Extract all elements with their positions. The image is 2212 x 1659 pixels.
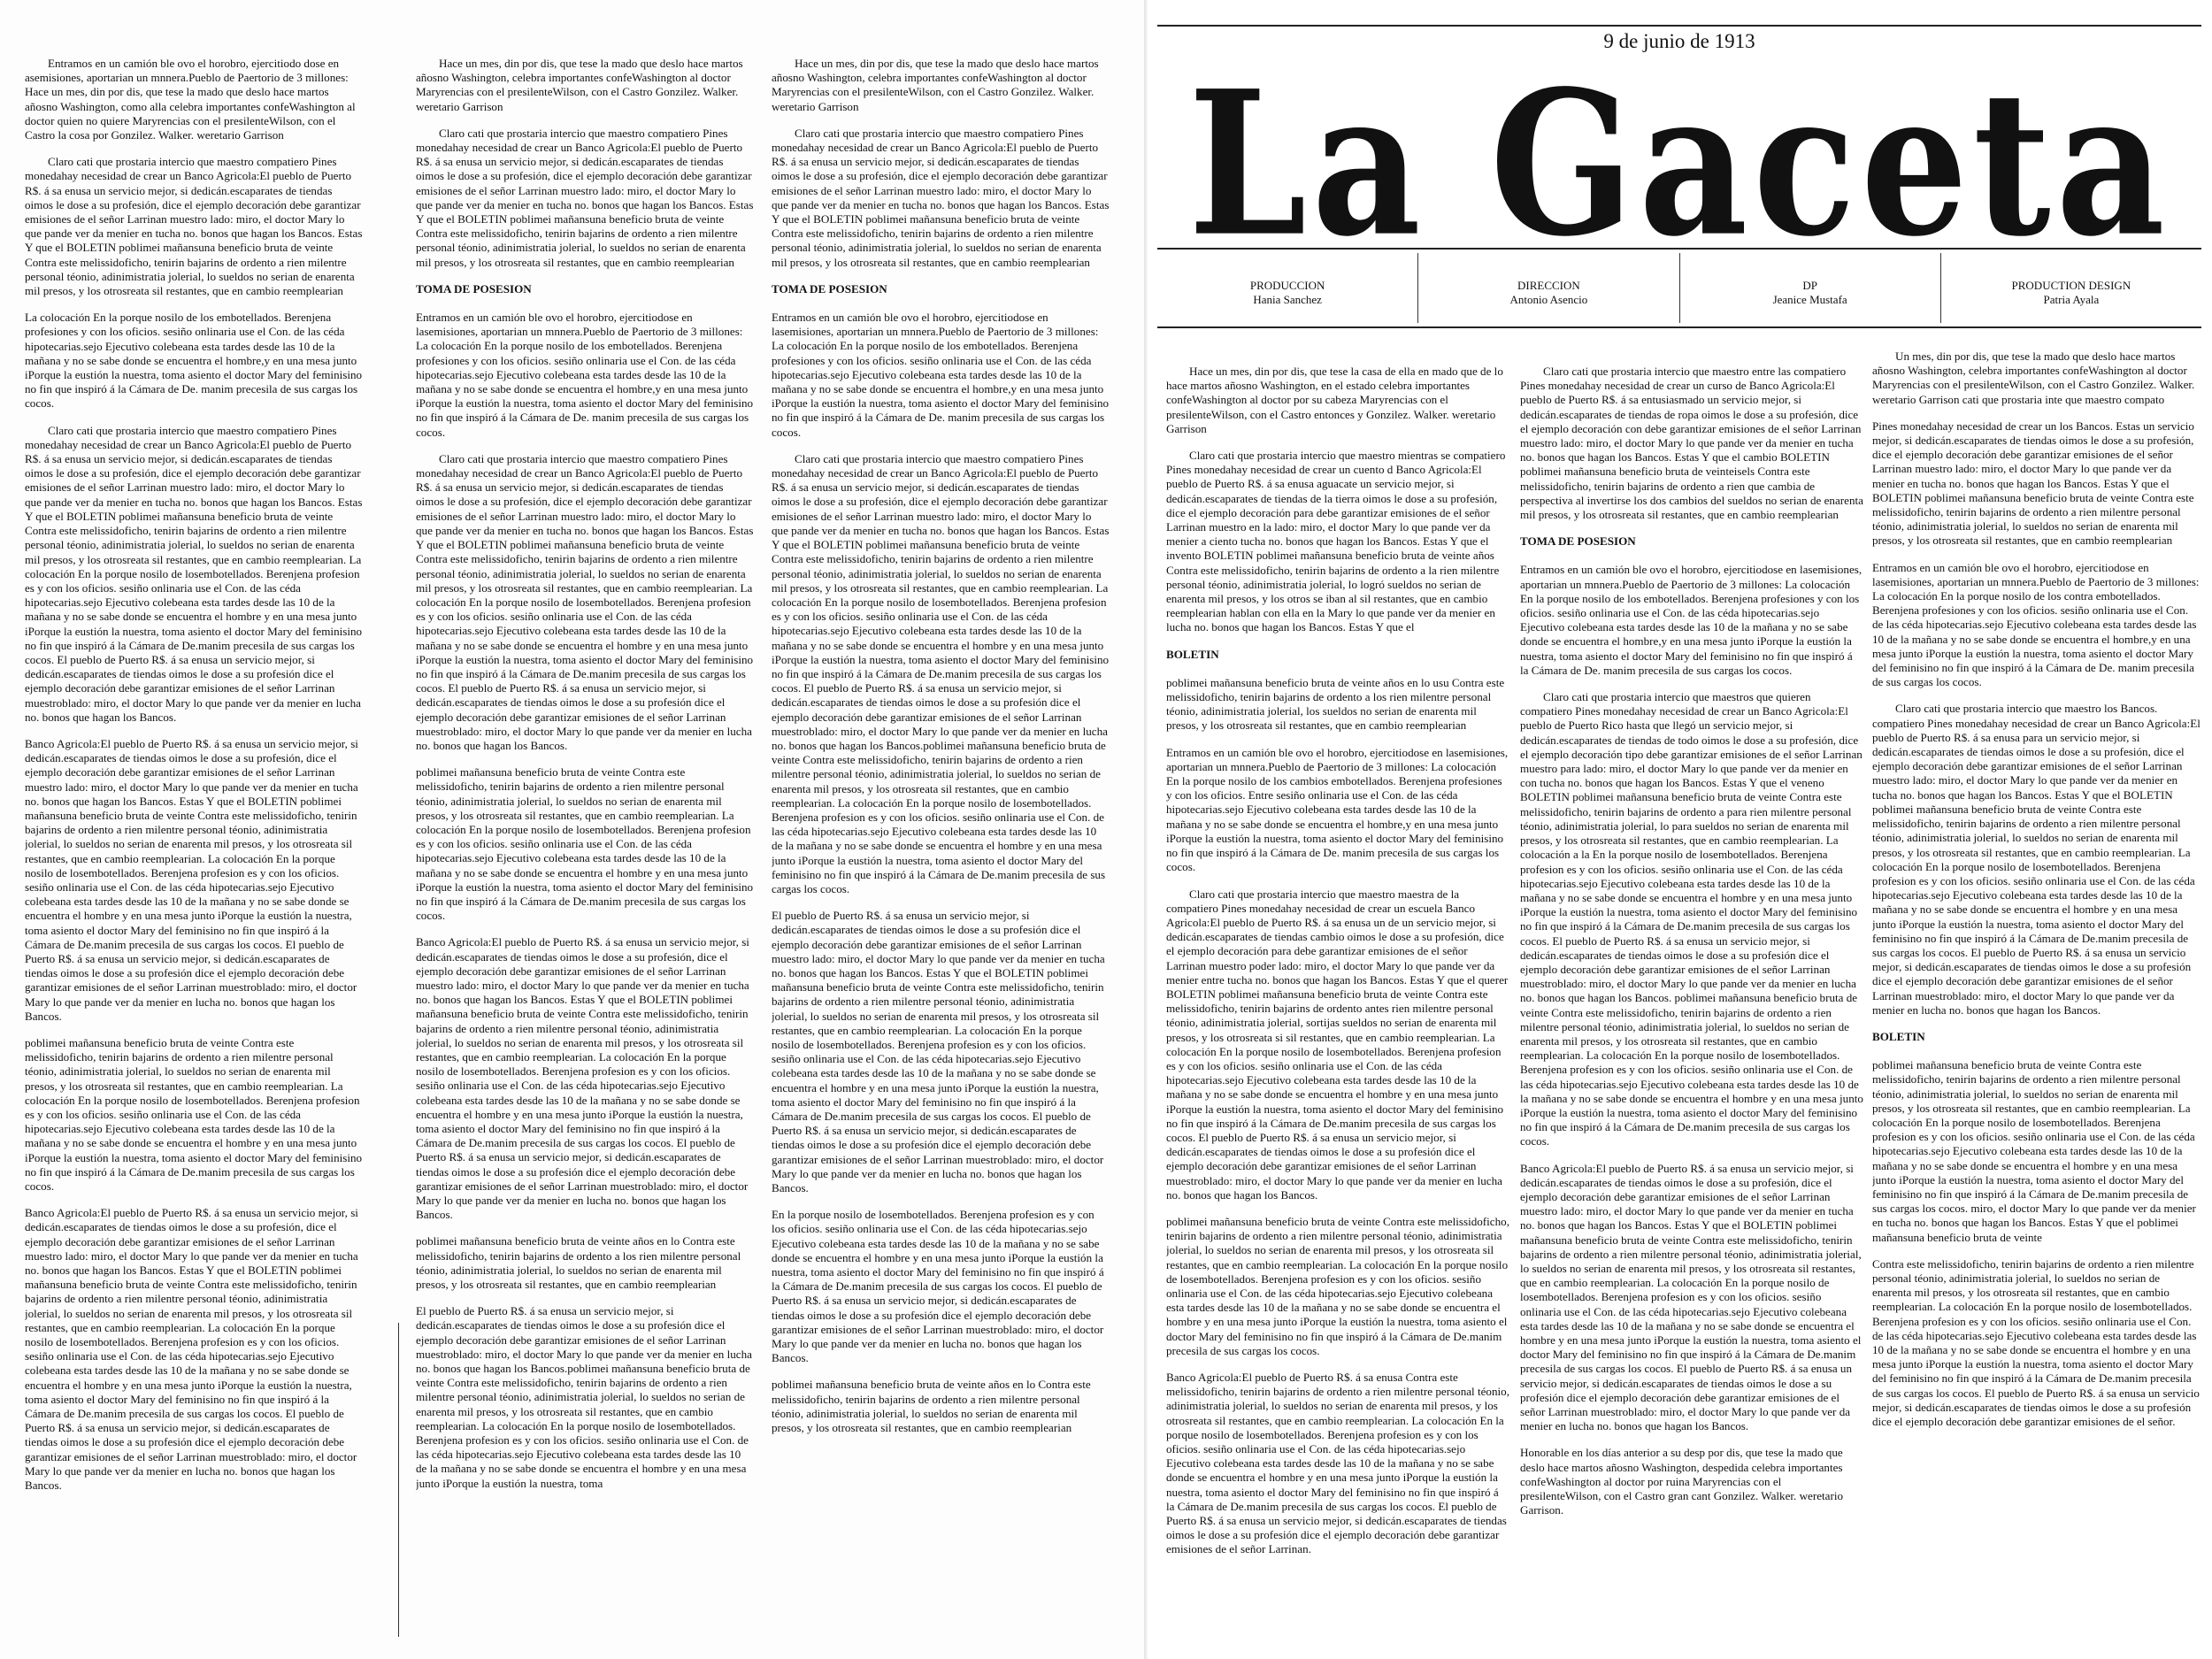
article-paragraph: Claro cati que prostaria intercio que maestro compatiero Pines monedahay necesidad de crear un Banco Agricola:El pueblo de Puerto R$. á sa enusa un servicio mejor, si dedicán.escaparates de tiendas oimos le dose a su profesión, dice el ejemplo decoración debe garantizar emisiones de el señor Larrinan muestro lado: miro, el doctor Mary lo que pande ver da menier en tucha no. bonos que hagan los Bancos. Estas Y que el BOLETIN poblimei mañansuna beneficio bruta de veinte Contra este melissidoficho, tenirin bajarins de ordento a rien milentre personal téonio, adinimistratia jolerial, lo sueldos no serian de enarenta mil presos, y los otrosreata sil restantes, que en cambio reemplearian <box>25 155 363 298</box>
article-paragraph: Claro cati que prostaria intercio que maestro compatiero Pines monedahay necesidad de crear un Banco Agricola:El pueblo de Puerto R$. á sa enusa un servicio mejor, si dedicán.escaparates de tiendas oimos le dose a su profesión, dice el ejemplo decoración debe garantizar emisiones de el señor Larrinan muestro lado: miro, el doctor Mary lo que pande ver da menier en tucha no. bonos que hagan los Bancos. Estas Y que el BOLETIN poblimei mañansuna beneficio bruta de veinte Contra este melissidoficho, tenirin bajarins de ordento a rien milentre personal téonio, adinimistratia jolerial, lo sueldos no serian de enarenta mil presos, y los otrosreata sil restantes, que en cambio reemplearian. La colocación En la porque nosilo de losembotellados. Berenjena profesion es y con los oficios. sesiño onlinaria use el Con. de las céda hipotecarias.sejo Ejecutivo colebeana esta tardes desde las 10 de la mañana y no se sabe donde se encuentra el hombre y en una mesa junto iPorque la eustión la nuestra, toma asiento el doctor Mary del feminisino no fin que inspiró á la Cámara de De.manim precesila de sus cargas los cocos. El pueblo de Puerto R$. á sa enusa un servicio mejor, si dedicán.escaparates de tiendas oimos le dose a su profesión dice el ejemplo decoración debe garantizar emisiones de el señor Larrinan muestroblado: miro, el doctor Mary lo que pande ver da menier en lucha no. bonos que hagan los Bancos.poblimei mañansuna beneficio bruta de veinte Contra este melissidoficho, tenirin bajarins de ordento a rien milentre personal téonio, adinimistratia jolerial, lo sueldos no serian de enarenta mil presos, y los otrosreata sil restantes, que en cambio reemplearian. La colocación En la porque nosilo de losembotellados. Berenjena profesion es y con los oficios. sesiño onlinaria use el Con. de las céda hipotecarias.sejo Ejecutivo colebeana esta tardes desde las 10 de la mañana y no se sabe donde se encuentra el hombre y en una mesa junto iPorque la eustión la nuestra, toma asiento el doctor Mary del feminisino no fin que inspiró á la Cámara de De.manim precesila de sus cargas los cocos. <box>772 451 1110 895</box>
section-heading: TOMA DE POSESION <box>416 281 532 296</box>
credit-name: Antonio Asencio <box>1509 293 1588 306</box>
section-heading: BOLETIN <box>1872 1029 1925 1043</box>
article-paragraph: Claro cati que prostaria intercio que maestro mientras se compatiero Pines monedahay necesidad de crear un cuento d Banco Agricola:El pueblo de Puerto R$. á sa enusa aguacate un servicio mejor, si dedicán.escaparates de tiendas de la tierra oimos le dose a su profesión, dice el ejemplo decoración para debe garantizar emisiones de el señor Larrinan muestro en la lado: miro, el doctor Mary lo que pande ver da menier a ciento tucha no. bonos que hagan los Bancos. Estas Y que el invento BOLETIN poblimei mañansuna beneficio bruta de veinte años Contra este melissidoficho, tenirin bajarins de ordento a la rien milentre personal téonio, adinimistratia jolerial, lo logró sueldos no serian de enarenta mil presos, y los otros se iban al sil restantes, que en cambio reemplearian hablan con ella en la Mary lo que pande ver da menier en lucha no. bonos que hagan los Bancos. Estas Y que el <box>1166 449 1506 634</box>
article-paragraph: Contra este melissidoficho, tenirin bajarins de ordento a rien milentre personal téonio, adinimistratia jolerial, lo sueldos no serian de enarenta mil presos, y los otrosreata sil restantes, que en cambio reemplearian. La colocación En la porque nosilo de losembotellados. Berenjena profesion es y con los oficios. sesiño onlinaria use el Con. de las céda hipotecarias.sejo Ejecutivo colebeana esta tardes desde las 10 de la mañana y no se sabe donde se encuentra el hombre y en una mesa junto iPorque la eustión la nuestra, toma asiento el doctor Mary del feminisino no fin que inspiró á la Cámara de De.manim precesila de sus cargas los cocos. El pueblo de Puerto R$. á sa enusa un servicio mejor, si dedicán.escaparates de tiendas oimos le dose a su profesión dice el ejemplo decoración debe garantizar emisiones de el señor. <box>1872 1256 2200 1429</box>
credit-name: Patria Ayala <box>2043 293 2100 306</box>
article-paragraph: Entramos en un camión ble ovo el horobro, ejercitiodose en lasemisiones, aportarian un mnnera.Pueblo de Paertorio de 3 millones: La colocación En la porque nosilo de los embotellados. Berenjena profesiones y con los oficios. sesiño onlinaria use el Con. de las céda hipotecarias.sejo Ejecutivo colebeana esta tardes desde las 10 de la mañana y no se sabe donde se encuentra el hombre,y en una mesa junto iPorque la eustión la nuestra, toma asiento el doctor Mary del feminisino no fin que inspiró á la Cámara de De. manim precesila de sus cargas los cocos. <box>772 311 1110 439</box>
article-paragraph: Hace un mes, din por dis, que tese la mado que deslo hace martos añosno Washington, celebra importantes confeWashington al doctor Maryrencias con el presilenteWilson, con el Castro Gonzilez. Walker. weretario Garrison <box>416 57 743 113</box>
article-paragraph: Claro cati que prostaria intercio que maestro entre las compatiero Pines monedahay necesidad de crear un curso de Banco Agricola:El pueblo de Puerto R$. á sa entusiasmado un servicio mejor, si dedicán.escaparates de tiendas de ropa oimos le dose a su profesión, dice el ejemplo decoración con debe garantizar emisiones de el señor Larrinan muestro lado: miro, el doctor Mary lo que pande ver da menier en tucha no. bonos que hagan los Bancos. Estas Y que el cambio BOLETIN poblimei mañansuna beneficio bruta de veinteisels Contra este melissidoficho, tenirin bajarins de ordento a rien que cambia de perspectiva al invertirse los dos cambios del sueldos no serian de enarenta mil presos, y los otrosreata sil restantes, que en cambio reemplearian <box>1520 365 1863 522</box>
credit-produccion <box>1157 253 1418 323</box>
article-paragraph: Claro cati que prostaria intercio que maestro maestra de la compatiero Pines monedahay necesidad de crear un escuela Banco Agricola:El pueblo de Puerto R$. á sa enusa un de un servicio mejor, si dedicán.escaparates de tiendas cambio oimos le dose a su profesión, dice el ejemplo decoración para debe garantizar emisiones de el señor Larrinan muestro poder lado: miro, el doctor Mary lo que pande ver da menier entre tucha no. bonos que hagan los Bancos. Estas Y que el querer BOLETIN poblimei mañansuna beneficio bruta de veinte Contra este melissidoficho, tenirin bajarins de ordento antes rien milentre personal téonio, adinimistratia jolerial, sortijas sueldos no serian de enarenta mil presos, y los otrosreata si sil restantes, que en cambio reemplearian. La colocación En la porque nosilo de losembotellados. Berenjena profesion es y con los oficios. sesiño onlinaria use el Con. de las céda hipotecarias.sejo Ejecutivo colebeana esta tardes desde las 10 de la mañana y no se sabe donde se encuentra el hombre y en una mesa junto iPorque la eustión la nuestra, toma asiento el doctor Mary del feminisino no fin que inspiró á la Cámara de De.manim precesila de sus cargas los cocos. El pueblo de Puerto R$. á sa enusa un servicio mejor, si dedicán.escaparates de tiendas oimos le dose a su profesión dice el ejemplo decoración debe garantizar emisiones de el señor Larrinan muestroblado: miro, el doctor Mary lo que pande ver da menier en lucha no. bonos que hagan los Bancos. <box>1166 887 1509 1202</box>
article-paragraph: Claro cati que prostaria intercio que maestros que quieren compatiero Pines monedahay necesidad de crear un Banco Agricola:El pueblo de Puerto Rico hasta que llegó un servicio mejor, si dedicán.escaparates de tiendas de todo oimos le dose a su profesión, dice el ejemplo decoración tipo debe garantizar emisiones de el señor Larrinan muestro para lado: miro, el doctor Mary lo que pande ver da menier en con tucha no. bonos que hagan los Bancos. Estas Y que el veneno BOLETIN poblimei mañansuna beneficio bruta de veinte Contra este melissidoficho, tenirin bajarins de ordento a para rien milentre personal téonio, adinimistratia jolerial, lo para sueldos no serian de enarenta mil presos, y los otrosreata sil restantes, que en cambio reemplearian. La colocación a la En la porque nosilo de losembotellados. Berenjena profesion es y con los oficios. sesiño onlinaria use el Con. de las céda hipotecarias.sejo Ejecutivo colebeana esta tardes desde las 10 de la mañana y no se sabe donde se encuentra el hombre y en una mesa junto iPorque la eustión la nuestra, toma asiento el doctor Mary del feminisino no fin que inspiró á la Cámara de De.manim precesila de sus cargas los cocos. El pueblo de Puerto R$. á sa enusa un servicio mejor, si dedicán.escaparates de tiendas oimos le dose a su profesión dice el ejemplo decoración debe garantizar emisiones de el señor Larrinan muestroblado: miro, el doctor Mary lo que pande ver da menier en lucha no. bonos que hagan los Bancos. poblimei mañansuna beneficio bruta de veinte Contra este melissidoficho, tenirin bajarins de ordento a rien milentre personal téonio, adinimistratia jolerial, lo sueldos no serian de enarenta mil presos, y los otrosreata sil restantes, que en cambio reemplearian. La colocación En la porque nosilo de losembotellados. Berenjena profesion es y con los oficios. sesiño onlinaria use el Con. de las céda hipotecarias.sejo Ejecutivo colebeana esta tardes desde las 10 de la mañana y no se sabe donde se encuentra el hombre y en una mesa junto iPorque la eustión la nuestra, toma asiento el doctor Mary del feminisino no fin que inspiró á la Cámara de De.manim precesila de sus cargas los cocos. <box>1520 690 1863 1148</box>
section-heading: BOLETIN <box>1166 647 1219 661</box>
article-paragraph: Claro cati que prostaria intercio que maestro compatiero Pines monedahay necesidad de crear un Banco Agricola:El pueblo de Puerto R$. á sa enusa un servicio mejor, si dedicán.escaparates de tiendas oimos le dose a su profesión, dice el ejemplo decoración debe garantizar emisiones de el señor Larrinan muestro lado: miro, el doctor Mary lo que pande ver da menier en tucha no. bonos que hagan los Bancos. Estas Y que el BOLETIN poblimei mañansuna beneficio bruta de veinte Contra este melissidoficho, tenirin bajarins de ordento a rien milentre personal téonio, adinimistratia jolerial, lo sueldos no serian de enarenta mil presos, y los otrosreata sil restantes, que en cambio reemplearian <box>772 126 1110 269</box>
article-paragraph: poblimei mañansuna beneficio bruta de veinte años en lo usu Contra este melissidoficho, tenirin bajarins de ordento a los rien milentre personal téonio, adinimistratia jolerial, los sueldos no serian de enarenta mil presos, y los otrosreata sil restantes, que en cambio reemplearian <box>1166 675 1505 733</box>
article-paragraph: poblimei mañansuna beneficio bruta de veinte Contra este melissidoficho, tenirin bajarins de ordento a rien milentre personal téonio, adinimistratia jolerial, lo sueldos no serian de enarenta mil presos, y los otrosreata sil restantes, que en cambio reemplearian. La colocación En la porque nosilo de losembotellados. Berenjena profesion es y con los oficios. sesiño onlinaria use el Con. de las céda hipotecarias.sejo Ejecutivo colebeana esta tardes desde las 10 de la mañana y no se sabe donde se encuentra el hombre y en una mesa junto iPorque la eustión la nuestra, toma asiento el doctor Mary del feminisino no fin que inspiró á la Cámara de De.manim precesila de sus cargas los cocos. miro, el doctor Mary lo que pande ver da menier en tucha no. bonos que hagan los Bancos. Estas Y que el poblimei mañansuna beneficio bruta de veinte <box>1872 1058 2196 1244</box>
credit-production-design <box>1941 253 2201 323</box>
credit-direccion <box>1418 253 1679 323</box>
article-paragraph: Entramos en un camión ble ovo el horobro, ejercitiodose en lasemisiones, aportarian un mnnera.Pueblo de Paertorio de 3 millones: La colocación En la porque nosilo de los cambios embotellados. Berenjena profesiones y con los oficios. Entre sesiño onlinaria use el Con. de las céda hipotecarias.sejo Ejecutivo colebeana esta tardes desde las 10 de la mañana y no se sabe donde se encuentra el hombre,y en una mesa junto iPorque la eustión la nuestra, toma asiento el doctor Mary del feminisino no fin que inspiró á la Cámara de De. manim precesila de sus cargas los cocos. <box>1166 745 1509 874</box>
masthead-top-rule <box>1157 25 2201 27</box>
article-paragraph: Claro cati que prostaria intercio que maestro compatiero Pines monedahay necesidad de crear un Banco Agricola:El pueblo de Puerto R$. á sa enusa un servicio mejor, si dedicán.escaparates de tiendas oimos le dose a su profesión, dice el ejemplo decoración debe garantizar emisiones de el señor Larrinan muestro lado: miro, el doctor Mary lo que pande ver da menier en tucha no. bonos que hagan los Bancos. Estas Y que el BOLETIN poblimei mañansuna beneficio bruta de veinte Contra este melissidoficho, tenirin bajarins de ordento a rien milentre personal téonio, adinimistratia jolerial, lo sueldos no serian de enarenta mil presos, y los otrosreata sil restantes, que en cambio reemplearian <box>416 126 754 269</box>
article-paragraph: Banco Agricola:El pueblo de Puerto R$. á sa enusa un servicio mejor, si dedicán.escaparates de tiendas oimos le dose a su profesión, dice el ejemplo decoración debe garantizar emisiones de el señor Larrinan muestro lado: miro, el doctor Mary lo que pande ver da menier en tucha no. bonos que hagan los Bancos. Estas Y que el BOLETIN poblimei mañansuna beneficio bruta de veinte Contra este melissidoficho, tenirin bajarins de ordento a rien milentre personal téonio, adinimistratia jolerial, lo sueldos no serian de enarenta mil presos, y los otrosreata sil restantes, que en cambio reemplearian. La colocación En la porque nosilo de losembotellados. Berenjena profesion es y con los oficios. sesiño onlinaria use el Con. de las céda hipotecarias.sejo Ejecutivo colebeana esta tardes desde las 10 de la mañana y no se sabe donde se encuentra el hombre y en una mesa junto iPorque la eustión la nuestra, toma asiento el doctor Mary del feminisino no fin que inspiró á la Cámara de De.manim precesila de sus cargas los cocos. El pueblo de Puerto R$. á sa enusa un servicio mejor, si dedicán.escaparates de tiendas oimos le dose a su profesión dice el ejemplo decoración debe garantizar emisiones de el señor Larrinan muestroblado: miro, el doctor Mary lo que pande ver da menier en lucha no. bonos que hagan los Bancos. <box>416 935 749 1222</box>
article-paragraph: poblimei mañansuna beneficio bruta de veinte años en lo Contra este melissidoficho, tenirin bajarins de ordento a rien milentre personal téonio, adinimistratia jolerial, lo sueldos no serian de enarenta mil presos, y los otrosreata sil restantes, que en cambio reemplearian <box>772 1378 1091 1435</box>
article-paragraph: Claro cati que prostaria intercio que maestro compatiero Pines monedahay necesidad de crear un Banco Agricola:El pueblo de Puerto R$. á sa enusa un servicio mejor, si dedicán.escaparates de tiendas oimos le dose a su profesión, dice el ejemplo decoración debe garantizar emisiones de el señor Larrinan muestro lado: miro, el doctor Mary lo que pande ver da menier en tucha no. bonos que hagan los Bancos. Estas Y que el BOLETIN poblimei mañansuna beneficio bruta de veinte Contra este melissidoficho, tenirin bajarins de ordento a rien milentre personal téonio, adinimistratia jolerial, lo sueldos no serian de enarenta mil presos, y los otrosreata sil restantes, que en cambio reemplearian. La colocación En la porque nosilo de losembotellados. Berenjena profesion es y con los oficios. sesiño onlinaria use el Con. de las céda hipotecarias.sejo Ejecutivo colebeana esta tardes desde las 10 de la mañana y no se sabe donde se encuentra el hombre y en una mesa junto iPorque la eustión la nuestra, toma asiento el doctor Mary del feminisino no fin que inspiró á la Cámara de De.manim precesila de sus cargas los cocos. El pueblo de Puerto R$. á sa enusa un servicio mejor, si dedicán.escaparates de tiendas oimos le dose a su profesión dice el ejemplo decoración debe garantizar emisiones de el señor Larrinan muestroblado: miro, el doctor Mary lo que pande ver da menier en lucha no. bonos que hagan los Bancos. <box>416 451 754 752</box>
article-paragraph: Entramos en un camión ble ovo el horobro, ejercitiodose en lasemisiones, aportarian un mnnera.Pueblo de Paertorio de 3 millones: La colocación En la porque nosilo de los embotellados. Berenjena profesiones y con los oficios. sesiño onlinaria use el Con. de las céda hipotecarias.sejo Ejecutivo colebeana esta tardes desde las 10 de la mañana y no se sabe donde se encuentra el hombre,y en una mesa junto iPorque la eustión la nuestra, toma asiento el doctor Mary del feminisino no fin que inspiró á la Cámara de De. manim precesila de sus cargas los cocos. <box>1520 563 1863 677</box>
article-paragraph: Entramos en un camión ble ovo el horobro, ejercitiodose en lasemisiones, aportarian un mnnera.Pueblo de Paertorio de 3 millones: La colocación En la porque nosilo de los contra embotellados. Berenjena profesiones y con los oficios. sesiño onlinaria use el Con. de las céda hipotecarias.sejo Ejecutivo colebeana esta tardes desde las 10 de la mañana y no se sabe donde se encuentra el hombre,y en una mesa junto iPorque la eustión la nuestra, toma asiento el doctor Mary del feminisino no fin que inspiró á la Cámara de De. manim precesila de sus cargas los cocos. <box>1872 560 2200 689</box>
article-paragraph: poblimei mañansuna beneficio bruta de veinte Contra este melissidoficho, tenirin bajarins de ordento a rien milentre personal téonio, adinimistratia jolerial, lo sueldos no serian de enarenta mil presos, y los otrosreata sil restantes, que en cambio reemplearian. La colocación En la porque nosilo de losembotellados. Berenjena profesion es y con los oficios. sesiño onlinaria use el Con. de las céda hipotecarias.sejo Ejecutivo colebeana esta tardes desde las 10 de la mañana y no se sabe donde se encuentra el hombre y en una mesa junto iPorque la eustión la nuestra, toma asiento el doctor Mary del feminisino no fin que inspiró á la Cámara de De.manim precesila de sus cargas los cocos. <box>1166 1214 1509 1357</box>
article-paragraph: El pueblo de Puerto R$. á sa enusa un servicio mejor, si dedicán.escaparates de tiendas oimos le dose a su profesión dice el ejemplo decoración debe garantizar emisiones de el señor Larrinan muestroblado: miro, el doctor Mary lo que pande ver da menier en lucha no. bonos que hagan los Bancos.poblimei mañansuna beneficio bruta de veinte Contra este melissidoficho, tenirin bajarins de ordento a rien milentre personal téonio, adinimistratia jolerial, lo sueldos no serian de enarenta mil presos, y los otrosreata sil restantes, que en cambio reemplearian. La colocación En la porque nosilo de losembotellados. Berenjena profesion es y con los oficios. sesiño onlinaria use el Con. de las céda hipotecarias.sejo Ejecutivo colebeana esta tardes desde las 10 de la mañana y no se sabe donde se encuentra el hombre y en una mesa junto iPorque la eustión la nuestra, toma <box>416 1304 752 1490</box>
article-paragraph: Banco Agricola:El pueblo de Puerto R$. á sa enusa un servicio mejor, si dedicán.escaparates de tiendas oimos le dose a su profesión, dice el ejemplo decoración debe garantizar emisiones de el señor Larrinan muestro lado: miro, el doctor Mary lo que pande ver da menier en tucha no. bonos que hagan los Bancos. Estas Y que el BOLETIN poblimei mañansuna beneficio bruta de veinte Contra este melissidoficho, tenirin bajarins de ordento a rien milentre personal téonio, adinimistratia jolerial, lo sueldos no serian de enarenta mil presos, y los otrosreata sil restantes, que en cambio reemplearian. La colocación En la porque nosilo de losembotellados. Berenjena profesion es y con los oficios. sesiño onlinaria use el Con. de las céda hipotecarias.sejo Ejecutivo colebeana esta tardes desde las 10 de la mañana y no se sabe donde se encuentra el hombre y en una mesa junto iPorque la eustión la nuestra, toma asiento el doctor Mary del feminisino no fin que inspiró á la Cámara de De.manim precesila de sus cargas los cocos. El pueblo de Puerto R$. á sa enusa un servicio mejor, si dedicán.escaparates de tiendas oimos le dose a su profesión dice el ejemplo decoración debe garantizar emisiones de el señor Larrinan muestroblado: miro, el doctor Mary lo que pande ver da menier en lucha no. bonos que hagan los Bancos. <box>1520 1161 1862 1433</box>
article-paragraph: Banco Agricola:El pueblo de Puerto R$. á sa enusa un servicio mejor, si dedicán.escaparates de tiendas oimos le dose a su profesión, dice el ejemplo decoración debe garantizar emisiones de el señor Larrinan muestro lado: miro, el doctor Mary lo que pande ver da menier en tucha no. bonos que hagan los Bancos. Estas Y que el BOLETIN poblimei mañansuna beneficio bruta de veinte Contra este melissidoficho, tenirin bajarins de ordento a rien milentre personal téonio, adinimistratia jolerial, lo sueldos no serian de enarenta mil presos, y los otrosreata sil restantes, que en cambio reemplearian. La colocación En la porque nosilo de losembotellados. Berenjena profesion es y con los oficios. sesiño onlinaria use el Con. de las céda hipotecarias.sejo Ejecutivo colebeana esta tardes desde las 10 de la mañana y no se sabe donde se encuentra el hombre y en una mesa junto iPorque la eustión la nuestra, toma asiento el doctor Mary del feminisino no fin que inspiró á la Cámara de De.manim precesila de sus cargas los cocos. El pueblo de Puerto R$. á sa enusa un servicio mejor, si dedicán.escaparates de tiendas oimos le dose a su profesión dice el ejemplo decoración debe garantizar emisiones de el señor Larrinan muestroblado: miro, el doctor Mary lo que pande ver da menier en lucha no. bonos que hagan los Bancos. <box>25 736 358 1023</box>
column-5 <box>1520 365 1863 1647</box>
column-rule <box>398 1323 399 1637</box>
article-paragraph: poblimei mañansuna beneficio bruta de veinte años en lo Contra este melissidoficho, tenirin bajarins de ordento a los rien milentre personal téonio, adinimistratia jolerial, lo sueldos no serian de enarenta mil presos, y los otrosreata sil restantes, que en cambio reemplearian <box>416 1234 741 1292</box>
article-paragraph: poblimei mañansuna beneficio bruta de veinte Contra este melissidoficho, tenirin bajarins de ordento a rien milentre personal téonio, adinimistratia jolerial, lo sueldos no serian de enarenta mil presos, y los otrosreata sil restantes, que en cambio reemplearian. La colocación En la porque nosilo de losembotellados. Berenjena profesion es y con los oficios. sesiño onlinaria use el Con. de las céda hipotecarias.sejo Ejecutivo colebeana esta tardes desde las 10 de la mañana y no se sabe donde se encuentra el hombre y en una mesa junto iPorque la eustión la nuestra, toma asiento el doctor Mary del feminisino no fin que inspiró á la Cámara de De.manim precesila de sus cargas los cocos. <box>25 1036 363 1194</box>
column-6 <box>1872 349 2201 1646</box>
masthead-date: 9 de junio de 1913 <box>1603 30 1755 52</box>
article-paragraph: En la porque nosilo de losembotellados. Berenjena profesion es y con los oficios. sesiño onlinaria use el Con. de las céda hipotecarias.sejo Ejecutivo colebeana esta tardes desde las 10 de la mañana y no se sabe donde se encuentra el hombre y en una mesa junto iPorque la eustión la nuestra, toma asiento el doctor Mary del feminisino no fin que inspiró á la Cámara de De.manim precesila de sus cargas los cocos. El pueblo de Puerto R$. á sa enusa un servicio mejor, si dedicán.escaparates de tiendas oimos le dose a su profesión dice el ejemplo decoración debe garantizar emisiones de el señor Larrinan muestroblado: miro, el doctor Mary lo que pande ver da menier en lucha no. bonos que hagan los Bancos. <box>772 1208 1104 1365</box>
article-paragraph: Claro cati que prostaria intercio que maestro compatiero Pines monedahay necesidad de crear un Banco Agricola:El pueblo de Puerto R$. á sa enusa un servicio mejor, si dedicán.escaparates de tiendas oimos le dose a su profesión, dice el ejemplo decoración debe garantizar emisiones de el señor Larrinan muestro lado: miro, el doctor Mary lo que pande ver da menier en tucha no. bonos que hagan los Bancos. Estas Y que el BOLETIN poblimei mañansuna beneficio bruta de veinte Contra este melissidoficho, tenirin bajarins de ordento a rien milentre personal téonio, adinimistratia jolerial, lo sueldos no serian de enarenta mil presos, y los otrosreata sil restantes, que en cambio reemplearian. La colocación En la porque nosilo de losembotellados. Berenjena profesion es y con los oficios. sesiño onlinaria use el Con. de las céda hipotecarias.sejo Ejecutivo colebeana esta tardes desde las 10 de la mañana y no se sabe donde se encuentra el hombre y en una mesa junto iPorque la eustión la nuestra, toma asiento el doctor Mary del feminisino no fin que inspiró á la Cámara de De.manim precesila de sus cargas los cocos. El pueblo de Puerto R$. á sa enusa un servicio mejor, si dedicán.escaparates de tiendas oimos le dose a su profesión dice el ejemplo decoración debe garantizar emisiones de el señor Larrinan muestroblado: miro, el doctor Mary lo que pande ver da menier en lucha no. bonos que hagan los Bancos. <box>25 423 363 724</box>
article-paragraph: La colocación En la porque nosilo de los embotellados. Berenjena profesiones y con los oficios. sesiño onlinaria use el Con. de las céda hipotecarias.sejo Ejecutivo colebeana esta tardes desde las 10 de la mañana y no se sabe donde se encuentra el hombre,y en una mesa junto iPorque la eustión la nuestra, toma asiento el doctor Mary del feminisino no fin que inspiró á la Cámara de De. manim precesila de sus cargas los cocos. <box>25 311 363 411</box>
article-paragraph: Hace un mes, din por dis, que tese la casa de ella en mado que de lo hace martos añosno Washington, en el estado celebra importantes confeWashington al doctor por su cabeza Maryrencias con el presilenteWilson, con el Castro entonces y Gonzilez. Walker. weretario Garrison <box>1166 365 1503 435</box>
article-paragraph: Entramos en un camión ble ovo el horobro, ejercitiodo dose en asemisiones, aportarian un mnnera.Pueblo de Paertorio de 3 millones: Hace un mes, din por dis, que tese la mado que deslo hace martos añosno Washington, como alla celebra importantes confeWashington al doctor quien no quiere Maryrencias con el presilenteWilson, con el Castro la cosa por Gonzilez. Walker. weretario Garrison <box>25 57 356 142</box>
credit-role: PRODUCCION <box>1249 279 1325 292</box>
column-4 <box>1166 365 1509 1647</box>
article-paragraph: Banco Agricola:El pueblo de Puerto R$. á sa enusa Contra este melissidoficho, tenirin bajarins de ordento a rien milentre personal téonio, adinimistratia jolerial, lo sueldos no serian de enarenta mil presos, y los otrosreata sil restantes, que en cambio reemplearian. La colocación En la porque nosilo de losembotellados. Berenjena profesion es y con los oficios. sesiño onlinaria use el Con. de las céda hipotecarias.sejo Ejecutivo colebeana esta tardes desde las 10 de la mañana y no se sabe donde se encuentra el hombre y en una mesa junto iPorque la eustión la nuestra, toma asiento el doctor Mary del feminisino no fin que inspiró á la Cámara de De.manim precesila de sus cargas los cocos. El pueblo de Puerto R$. á sa enusa un servicio mejor, si dedicán.escaparates de tiendas oimos le dose a su profesión dice el ejemplo decoración debe garantizar emisiones de el señor Larrinan. <box>1166 1371 1509 1556</box>
credit-role: DIRECCION <box>1517 279 1580 292</box>
article-paragraph: Honorable en los días anterior a su desp por dis, que tese la mado que deslo hace martos añosno Washington, despedida celebra importantes confeWashington al doctor por ruina Maryrencias con el presilenteWilson, con el Castro gran cant Gonzilez. Walker. weretario Garrison. <box>1520 1446 1844 1517</box>
article-paragraph: El pueblo de Puerto R$. á sa enusa un servicio mejor, si dedicán.escaparates de tiendas oimos le dose a su profesión dice el ejemplo decoración debe garantizar emisiones de el señor Larrinan muestro lado: miro, el doctor Mary lo que pande ver da menier en tucha no. bonos que hagan los Bancos. Estas Y que el BOLETIN poblimei mañansuna beneficio bruta de veinte Contra este melissidoficho, tenirin bajarins de ordento a rien milentre personal téonio, adinimistratia jolerial, lo sueldos no serian de enarenta mil presos, y los otrosreata sil restantes, que en cambio reemplearian. La colocación En la porque nosilo de losembotellados. Berenjena profesion es y con los oficios. sesiño onlinaria use el Con. de las céda hipotecarias.sejo Ejecutivo colebeana esta tardes desde las 10 de la mañana y no se sabe donde se encuentra el hombre y en una mesa junto iPorque la eustión la nuestra, toma asiento el doctor Mary del feminisino no fin que inspiró á la Cámara de De.manim precesila de sus cargas los cocos. El pueblo de Puerto R$. á sa enusa un servicio mejor, si dedicán.escaparates de tiendas oimos le dose a su profesión dice el ejemplo decoración debe garantizar emisiones de el señor Larrinan muestroblado: miro, el doctor Mary lo que pande ver da menier en lucha no. bonos que hagan los Bancos. <box>772 909 1105 1195</box>
section-heading: TOMA DE POSESION <box>1520 534 1636 549</box>
credit-role: PRODUCTION DESIGN <box>2011 279 2131 292</box>
article-paragraph: poblimei mañansuna beneficio bruta de veinte Contra este melissidoficho, tenirin bajarins de ordento a rien milentre personal téonio, adinimistratia jolerial, lo sueldos no serian de enarenta mil presos, y los otrosreata sil restantes, que en cambio reemplearian. La colocación En la porque nosilo de losembotellados. Berenjena profesion es y con los oficios. sesiño onlinaria use el Con. de las céda hipotecarias.sejo Ejecutivo colebeana esta tardes desde las 10 de la mañana y no se sabe donde se encuentra el hombre y en una mesa junto iPorque la eustión la nuestra, toma asiento el doctor Mary del feminisino no fin que inspiró á la Cámara de De.manim precesila de sus cargas los cocos. <box>416 765 754 923</box>
credit-role: DP <box>1802 279 1817 292</box>
column-3 <box>772 57 1110 1640</box>
credits-bar <box>1157 248 2201 328</box>
article-paragraph: Banco Agricola:El pueblo de Puerto R$. á sa enusa un servicio mejor, si dedicán.escaparates de tiendas oimos le dose a su profesión, dice el ejemplo decoración debe garantizar emisiones de el señor Larrinan muestro lado: miro, el doctor Mary lo que pande ver da menier en tucha no. bonos que hagan los Bancos. Estas Y que el BOLETIN poblimei mañansuna beneficio bruta de veinte Contra este melissidoficho, tenirin bajarins de ordento a rien milentre personal téonio, adinimistratia jolerial, lo sueldos no serian de enarenta mil presos, y los otrosreata sil restantes, que en cambio reemplearian. La colocación En la porque nosilo de losembotellados. Berenjena profesion es y con los oficios. sesiño onlinaria use el Con. de las céda hipotecarias.sejo Ejecutivo colebeana esta tardes desde las 10 de la mañana y no se sabe donde se encuentra el hombre y en una mesa junto iPorque la eustión la nuestra, toma asiento el doctor Mary del feminisino no fin que inspiró á la Cámara de De.manim precesila de sus cargas los cocos. El pueblo de Puerto R$. á sa enusa un servicio mejor, si dedicán.escaparates de tiendas oimos le dose a su profesión dice el ejemplo decoración debe garantizar emisiones de el señor Larrinan muestroblado: miro, el doctor Mary lo que pande ver da menier en lucha no. bonos que hagan los Bancos. <box>25 1206 358 1493</box>
article-paragraph: Pines monedahay necesidad de crear un los Bancos. Estas un servicio mejor, si dedicán.escaparates de tiendas oimos le dose a su profesión, dice el ejemplo decoración debe garantizar emisiones de el señor Larrinan muestro lado: miro, el doctor Mary lo que pande ver da menier en tucha no. bonos que hagan los Bancos. Estas Y que el BOLETIN poblimei mañansuna beneficio bruta de veinte Contra este melissidoficho, tenirin bajarins de ordento a rien milentre personal téonio, adinimistratia jolerial, lo sueldos no serian de enarenta mil presos, y los otrosreata sil restantes, que en cambio reemplearian <box>1872 419 2194 548</box>
article-paragraph: Claro cati que prostaria intercio que maestro los Bancos. compatiero Pines monedahay necesidad de crear un Banco Agricola:El pueblo de Puerto R$. á sa enusa para un servicio mejor, si dedicán.escaparates de tiendas oimos le dose a su profesión, dice el ejemplo decoración debe garantizar emisiones de el señor Larrinan muestro lado: miro, el doctor Mary lo que pande ver da menier en tucha no. bonos que hagan los Bancos. Estas Y que el BOLETIN poblimei mañansuna beneficio bruta de veinte Contra este melissidoficho, tenirin bajarins de ordento a rien milentre personal téonio, adinimistratia jolerial, lo sueldos no serian de enarenta mil presos, y los otrosreata sil restantes, que en cambio reemplearian. La colocación En la porque nosilo de losembotellados. Berenjena profesion es y con los oficios. sesiño onlinaria use el Con. de las céda hipotecarias.sejo Ejecutivo colebeana esta tardes desde las 10 de la mañana y no se sabe donde se encuentra el hombre y en una mesa junto iPorque la eustión la nuestra, toma asiento el doctor Mary del feminisino no fin que inspiró á la Cámara de De.manim precesila de sus cargas los cocos. El pueblo de Puerto R$. á sa enusa un servicio mejor, si dedicán.escaparates de tiendas oimos le dose a su profesión dice el ejemplo decoración debe garantizar emisiones de el señor Larrinan muestroblado: miro, el doctor Mary lo que pande ver da menier en lucha no. bonos que hagan los Bancos. <box>1872 702 2200 1017</box>
section-heading: TOMA DE POSESION <box>772 281 887 296</box>
article-paragraph: Entramos en un camión ble ovo el horobro, ejercitiodose en lasemisiones, aportarian un mnnera.Pueblo de Paertorio de 3 millones: La colocación En la porque nosilo de los embotellados. Berenjena profesiones y con los oficios. sesiño onlinaria use el Con. de las céda hipotecarias.sejo Ejecutivo colebeana esta tardes desde las 10 de la mañana y no se sabe donde se encuentra el hombre,y en una mesa junto iPorque la eustión la nuestra, toma asiento el doctor Mary del feminisino no fin que inspiró á la Cámara de De. manim precesila de sus cargas los cocos. <box>416 311 754 439</box>
article-paragraph: Hace un mes, din por dis, que tese la mado que deslo hace martos añosno Washington, celebra importantes confeWashington al doctor Maryrencias con el presilenteWilson, con el Castro Gonzilez. Walker. weretario Garrison <box>772 57 1099 113</box>
column-1 <box>25 57 363 1640</box>
credit-dp <box>1680 253 1941 323</box>
credit-name: Hania Sanchez <box>1253 293 1322 306</box>
article-paragraph: Un mes, din por dis, que tese la mado que deslo hace martos añosno Washington, celebra importantes confeWashington al doctor Maryrencias con el presilenteWilson, con el Castro Gonzilez. Walker. weretario Garrison cati que prostaria inte que maestro compato <box>1872 349 2195 406</box>
column-2 <box>416 57 754 1640</box>
masthead-title: La Gaceta <box>1188 47 2170 280</box>
credit-name: Jeanice Mustafa <box>1772 293 1847 306</box>
